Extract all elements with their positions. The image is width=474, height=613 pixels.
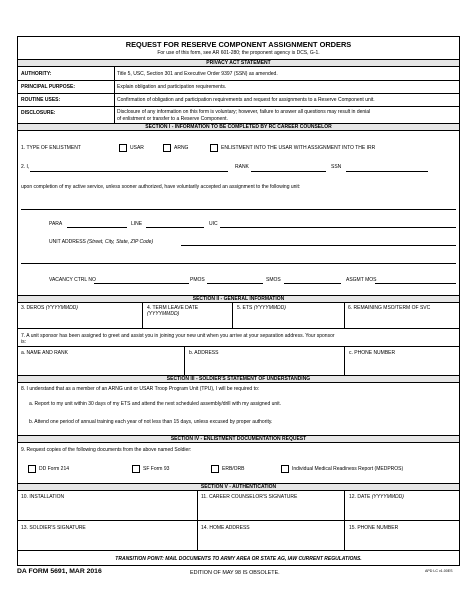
irr-label: ENLISTMENT INTO THE USAR WITH ASSIGNMENT INTO THE IRR bbox=[221, 145, 376, 151]
counselor-signature-label: 11. CAREER COUNSELOR'S SIGNATURE bbox=[201, 494, 298, 500]
arng-checkbox[interactable] bbox=[163, 144, 171, 152]
version-note: APD LC v1.00ES bbox=[425, 569, 453, 573]
sponsor-name-rank-label: a. NAME AND RANK bbox=[21, 350, 68, 356]
dd214-label: DD Form 214 bbox=[39, 466, 70, 472]
sf93-label: SF Form 93 bbox=[143, 466, 170, 472]
documents-item-9: 9. Request copies of the following documents from the above named Soldier: bbox=[21, 447, 192, 453]
sponsor-statement-1: 7. A unit sponsor has been assigned to greet and assist you in joining your new unit when you arrive at your separation address. Your sponsor bbox=[21, 333, 335, 339]
erb-orb-checkbox[interactable] bbox=[211, 465, 219, 473]
privacy-act-heading: PRIVACY ACT STATEMENT bbox=[18, 59, 459, 67]
understanding-item-8: 8. I understand that as a member of an ARNG unit or USAR Troop Program Unit (TPU), I will be required to: bbox=[21, 386, 260, 392]
asgmt-mos-label: ASGMT MOS bbox=[346, 277, 377, 283]
date-label: 12. DATE (YYYYMMDD) bbox=[349, 494, 404, 500]
uic-field[interactable] bbox=[220, 227, 456, 228]
erb-orb-label: ERB/ORB bbox=[222, 466, 245, 472]
purpose-label: PRINCIPAL PURPOSE: bbox=[21, 84, 75, 90]
line-label: LINE bbox=[131, 221, 143, 227]
soldier-name-field[interactable] bbox=[30, 171, 228, 172]
section-5-heading: SECTION V - AUTHENTICATION bbox=[18, 483, 459, 491]
rank-label: RANK bbox=[235, 164, 249, 170]
disclosure-label: DISCLOSURE: bbox=[21, 110, 56, 116]
deros-hint: (YYYYMMDD) bbox=[45, 305, 78, 311]
section-3-heading: SECTION III - SOLDIER'S STATEMENT OF UNDERSTANDING bbox=[18, 375, 459, 383]
medpros-checkbox[interactable] bbox=[281, 465, 289, 473]
pmos-label: PMOS bbox=[190, 277, 205, 283]
rank-field[interactable] bbox=[251, 171, 326, 172]
assignment-statement: upon completion of my active service, unless sooner authorized, have voluntarily accepted an assignment to the following unit: bbox=[21, 184, 301, 190]
ssn-label: SSN bbox=[331, 164, 342, 170]
soldier-name-label: 2. I, bbox=[21, 164, 30, 170]
disclosure-text-2: of enlistment or transfer to a Reserve Component. bbox=[117, 116, 228, 122]
authority-label: AUTHORITY: bbox=[21, 71, 52, 77]
routine-uses-text: Confirmation of obligation and participation requirements and request for assignments to a Reserve Component unit. bbox=[117, 97, 375, 103]
section-4-heading: SECTION IV - ENLISTMENT DOCUMENTATION REQUEST bbox=[18, 435, 459, 443]
asgmt-mos-field[interactable] bbox=[375, 283, 456, 284]
sponsor-statement-2: is: bbox=[21, 339, 26, 345]
vacancy-ctrl-field[interactable] bbox=[94, 283, 189, 284]
unit-address-label: UNIT ADDRESS (Street, City, State, ZIP Code) bbox=[49, 239, 154, 245]
arng-label: ARNG bbox=[174, 145, 189, 151]
term-leave-hint: (YYYYMMDD) bbox=[147, 311, 180, 317]
usar-checkbox[interactable] bbox=[119, 144, 127, 152]
form-frame bbox=[17, 36, 460, 566]
sf93-checkbox[interactable] bbox=[132, 465, 140, 473]
purpose-text: Explain obligation and participation requirements. bbox=[117, 84, 227, 90]
section-1-heading: SECTION I - INFORMATION TO BE COMPLETED BY RC CAREER COUNSELOR bbox=[18, 123, 459, 131]
form-subtitle: For use of this form, see AR 601-280; the proponent agency is DCS, G-1. bbox=[157, 50, 320, 56]
obsolete-note: EDITION OF MAY 98 IS OBSOLETE. bbox=[190, 570, 280, 576]
home-address-label: 14. HOME ADDRESS bbox=[201, 525, 250, 531]
vacancy-ctrl-label: VACANCY CTRL NO bbox=[49, 277, 96, 283]
ssn-field[interactable] bbox=[346, 171, 428, 172]
unit-address-line-2[interactable] bbox=[21, 263, 456, 264]
authority-text: Title 5, USC, Section 301 and Executive Order 9397 (SSN) as amended. bbox=[117, 71, 278, 77]
installation-label: 10. INSTALLATION bbox=[21, 494, 65, 500]
term-leave-label: 4. TERM LEAVE DATE bbox=[147, 305, 199, 311]
ets-hint: (YYYYMMDD) bbox=[253, 305, 286, 311]
para-field[interactable] bbox=[67, 227, 127, 228]
usar-label: USAR bbox=[130, 145, 144, 151]
smos-label: SMOS bbox=[266, 277, 281, 283]
understanding-item-8b: b. Attend one period of annual training each year of not less than 15 days, unless excused by proper authority. bbox=[29, 419, 273, 425]
smos-field[interactable] bbox=[284, 283, 341, 284]
transition-point-note: TRANSITION POINT: MAIL DOCUMENTS TO ARMY AREA OR STATE AG, IAW CURRENT REGULATIONS. bbox=[115, 556, 362, 562]
unit-address-hint: (Street, City, State, ZIP Code) bbox=[87, 239, 154, 245]
remaining-mso-label: 6. REMAINING MSO/TERM OF SVC bbox=[348, 305, 431, 311]
date-hint: (YYYYMMDD) bbox=[371, 494, 404, 500]
form-title: REQUEST FOR RESERVE COMPONENT ASSIGNMENT ORDERS bbox=[125, 40, 352, 49]
para-label: PARA bbox=[49, 221, 63, 227]
routine-uses-label: ROUTINE USES: bbox=[21, 97, 61, 103]
dd214-checkbox[interactable] bbox=[28, 465, 36, 473]
soldier-signature-label: 13. SOLDIER'S SIGNATURE bbox=[21, 525, 86, 531]
phone-number-label: 15. PHONE NUMBER bbox=[349, 525, 399, 531]
medpros-label: Individual Medical Readiness Report (MEDPROS) bbox=[292, 466, 404, 472]
uic-label: UIC bbox=[209, 221, 218, 227]
pmos-field[interactable] bbox=[207, 283, 263, 284]
disclosure-text-1: Disclosure of any information on this form is voluntary; however, failure to answer all questions may result in denial bbox=[117, 109, 371, 115]
unit-address-field[interactable] bbox=[181, 245, 456, 246]
enlistment-type-label: 1. TYPE OF ENLISTMENT bbox=[21, 145, 81, 151]
form-number: DA FORM 5691, MAR 2016 bbox=[17, 568, 102, 575]
section-2-heading: SECTION II - GENERAL INFORMATION bbox=[18, 295, 459, 303]
understanding-item-8a: a. Report to my unit within 30 days of my ETS and attend the next scheduled assembly/drill with my assigned unit. bbox=[29, 401, 282, 407]
unit-name-field[interactable] bbox=[21, 209, 456, 210]
sponsor-phone-label: c. PHONE NUMBER bbox=[349, 350, 396, 356]
line-field[interactable] bbox=[146, 227, 204, 228]
sponsor-address-label: b. ADDRESS bbox=[189, 350, 219, 356]
irr-checkbox[interactable] bbox=[210, 144, 218, 152]
ets-label: 5. ETS (YYYYMMDD) bbox=[237, 305, 286, 311]
deros-label: 3. DEROS (YYYYMMDD) bbox=[21, 305, 78, 311]
